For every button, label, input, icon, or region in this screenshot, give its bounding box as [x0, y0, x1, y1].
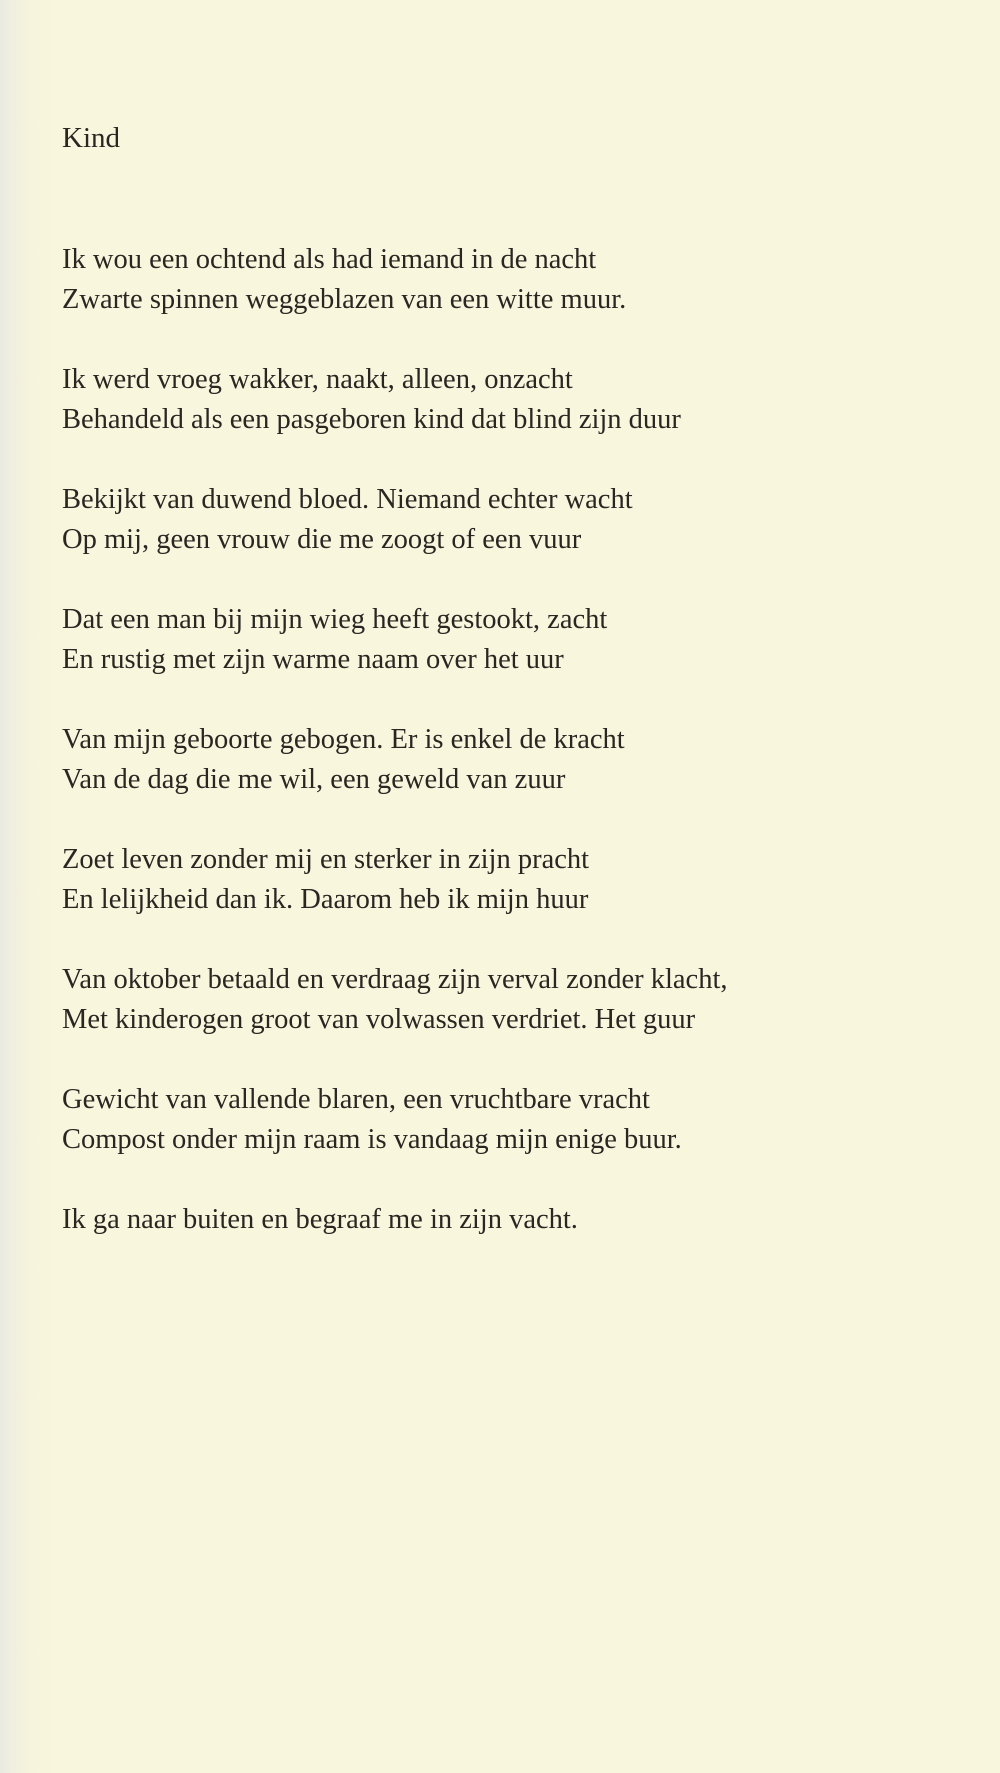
stanza-5: [62, 720, 962, 800]
poem-line: Ik werd vroeg wakker, naakt, alleen, onzacht: [62, 364, 573, 395]
stanza-9: [62, 1200, 962, 1240]
poem-line: En lelijkheid dan ik. Daarom heb ik mijn huur: [62, 884, 589, 915]
stanza-2: [62, 360, 962, 440]
poem-line: Zoet leven zonder mij en sterker in zijn pracht: [62, 844, 590, 875]
poem-line: Dat een man bij mijn wieg heeft gestookt, zacht: [62, 604, 608, 635]
stanza-4: [62, 600, 962, 680]
poem-line: Zwarte spinnen weggeblazen van een witte muur.: [62, 284, 627, 315]
poem-line: Compost onder mijn raam is vandaag mijn enige buur.: [62, 1124, 682, 1155]
poem-line: Ik wou een ochtend als had iemand in de nacht: [62, 244, 597, 275]
poem-line: Van mijn geboorte gebogen. Er is enkel de kracht: [62, 724, 625, 755]
stanza-8: [62, 1080, 962, 1160]
poem-line: Gewicht van vallende blaren, een vruchtbare vracht: [62, 1084, 650, 1115]
stanza-3: [62, 480, 962, 560]
poem-line: Van de dag die me wil, een geweld van zuur: [62, 764, 566, 795]
poem-line: Op mij, geen vrouw die me zoogt of een vuur: [62, 524, 582, 555]
poem-line: Ik ga naar buiten en begraaf me in zijn vacht.: [62, 1204, 578, 1235]
poem-line: Van oktober betaald en verdraag zijn verval zonder klacht,: [62, 964, 728, 995]
poem-line: Bekijkt van duwend bloed. Niemand echter wacht: [62, 484, 633, 515]
stanza-7: [62, 960, 962, 1040]
poem-title: Kind: [62, 122, 120, 154]
poem-line: Met kinderogen groot van volwassen verdriet. Het guur: [62, 1004, 696, 1035]
poem-line: Behandeld als een pasgeboren kind dat blind zijn duur: [62, 404, 681, 435]
stanza-6: [62, 840, 962, 920]
stanza-1: [62, 240, 962, 320]
poem-line: En rustig met zijn warme naam over het uur: [62, 644, 564, 675]
poem: [62, 118, 962, 1280]
